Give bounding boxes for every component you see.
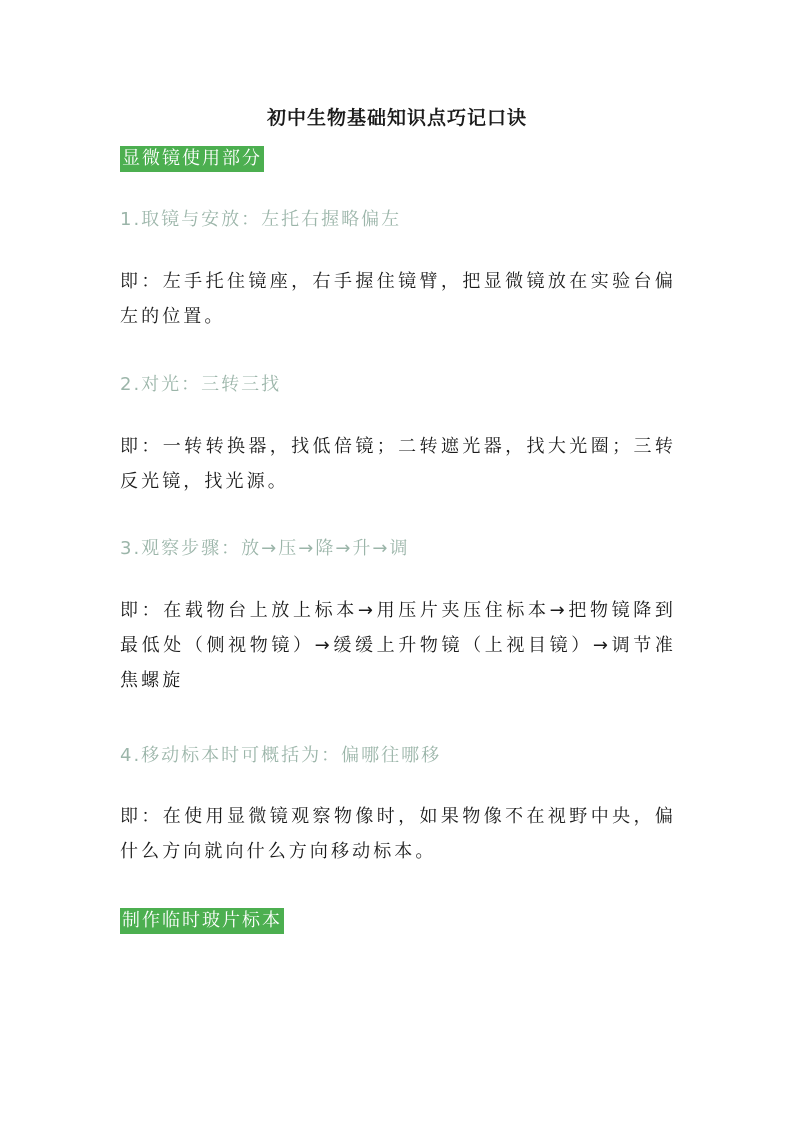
item-body-3: 即：在载物台上放上标本→用压片夹压住标本→把物镜降到最低处（侧视物镜）→缓缓上升物镜（上视目镜）→调节准焦螺旋 <box>120 600 676 691</box>
item-heading-3: 3.观察步骤：放→压→降→升→调 <box>120 538 410 559</box>
item-heading-2: 2.对光：三转三找 <box>120 374 282 395</box>
section-label-microscope: 显微镜使用部分 <box>120 146 264 172</box>
section-label-temporary-slide: 制作临时玻片标本 <box>120 908 284 934</box>
item-body-1: 即：左手托住镜座，右手握住镜臂，把显微镜放在实验台偏左的位置。 <box>120 271 676 327</box>
item-heading-4: 4.移动标本时可概括为：偏哪往哪移 <box>120 745 442 766</box>
item-body-2: 即：一转转换器，找低倍镜；二转遮光器，找大光圈；三转反光镜，找光源。 <box>120 436 676 492</box>
item-heading-1: 1.取镜与安放：左托右握略偏左 <box>120 209 402 230</box>
page-title: 初中生物基础知识点巧记口诀 <box>266 107 527 129</box>
item-body-4: 即：在使用显微镜观察物像时，如果物像不在视野中央，偏什么方向就向什么方向移动标本。 <box>120 806 676 862</box>
